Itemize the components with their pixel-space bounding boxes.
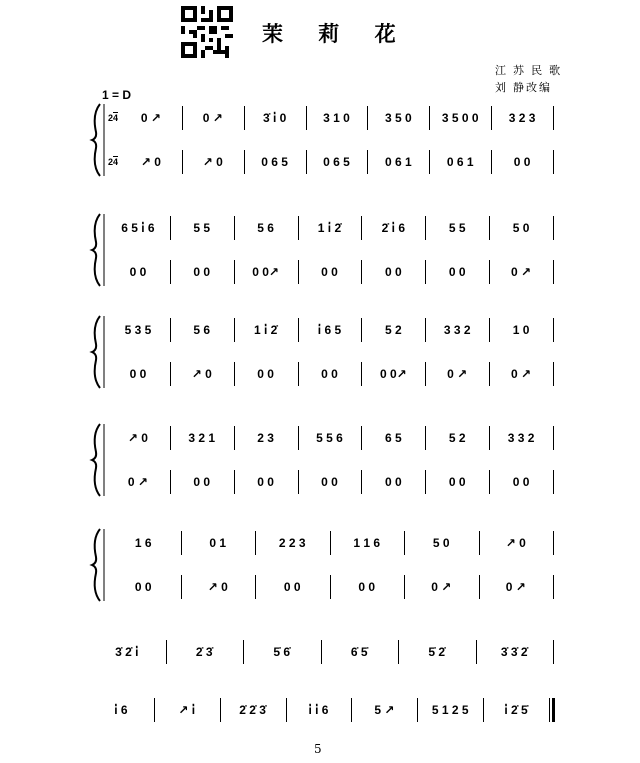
measure-notes: ↗ 0 <box>202 155 223 169</box>
barline <box>553 575 554 599</box>
measure <box>298 354 362 394</box>
measure <box>106 310 170 350</box>
barline <box>361 470 362 494</box>
key-signature: 1 = D <box>102 88 132 102</box>
barline <box>170 318 171 342</box>
measure <box>489 310 553 350</box>
barline <box>425 426 426 450</box>
measure-notes: 3 5 0 0 <box>441 111 479 125</box>
measure <box>106 208 170 248</box>
measure-notes: 0 0 <box>321 367 338 381</box>
measure <box>244 142 306 182</box>
measure-notes: 0 0 <box>134 580 152 594</box>
barline <box>553 426 554 450</box>
measure <box>361 208 425 248</box>
ts-top: 2 <box>107 156 113 167</box>
barline <box>298 470 299 494</box>
barline <box>489 260 490 284</box>
measure-notes: 0 ↗ <box>140 111 161 125</box>
measure <box>306 142 368 182</box>
measure <box>489 252 553 292</box>
measure <box>181 567 256 607</box>
barline <box>425 216 426 240</box>
measure-notes: i̇ 2̇ 5̇ <box>504 703 528 717</box>
measure-notes: 6 5 i̇ 6 <box>121 221 155 235</box>
measure <box>425 252 489 292</box>
measure <box>367 98 429 138</box>
barline <box>306 150 307 174</box>
measure-notes: ↗ 0 <box>140 155 161 169</box>
measure-notes: 3̇ i̇ 0 <box>262 111 287 125</box>
measure-notes: 2 3 <box>257 431 274 445</box>
measure <box>351 690 417 730</box>
measure-notes: 5 6 <box>193 323 211 337</box>
measure <box>425 354 489 394</box>
barline <box>553 106 554 130</box>
measure-notes: 3 2 1 <box>188 431 216 445</box>
barline <box>398 640 399 664</box>
measure <box>298 462 362 502</box>
measure-notes: 0 0 <box>129 265 147 279</box>
measure <box>255 567 330 607</box>
barline <box>220 698 221 722</box>
measure <box>489 354 553 394</box>
measure <box>234 310 298 350</box>
barline <box>553 260 554 284</box>
barline <box>255 575 256 599</box>
barline <box>298 426 299 450</box>
barline <box>553 531 554 555</box>
barline <box>170 362 171 386</box>
barline <box>361 318 362 342</box>
measure <box>255 523 330 563</box>
barline <box>425 362 426 386</box>
measure-notes: 0 0 <box>321 475 338 489</box>
barline <box>181 531 182 555</box>
measure <box>120 142 182 182</box>
barline <box>170 216 171 240</box>
barline <box>476 640 477 664</box>
barline <box>553 640 554 664</box>
barline <box>244 150 245 174</box>
barline <box>330 575 331 599</box>
measure-notes: 0 0 <box>257 475 274 489</box>
barline <box>417 698 418 722</box>
barline <box>549 698 550 722</box>
barline <box>298 318 299 342</box>
measure-notes: 1 i̇ 2̇ <box>317 221 342 235</box>
measure <box>330 523 405 563</box>
measure <box>106 523 181 563</box>
measure-notes: 0 ↗ <box>202 111 223 125</box>
measure <box>182 142 244 182</box>
barline <box>429 106 430 130</box>
barline <box>553 216 554 240</box>
barline <box>234 318 235 342</box>
measure <box>398 632 476 672</box>
measure <box>234 462 298 502</box>
measure <box>479 567 554 607</box>
measure <box>106 354 170 394</box>
measure-notes: ↗ 0 <box>505 536 526 550</box>
measure-notes: 5 ↗ <box>374 703 395 717</box>
measure-notes: 0 0 <box>257 367 274 381</box>
measure <box>88 690 154 730</box>
measure-notes: 5 6 <box>257 221 274 235</box>
barline <box>361 362 362 386</box>
measure-notes: 0 ↗ <box>127 475 148 489</box>
barline <box>489 362 490 386</box>
measure <box>181 523 256 563</box>
barline <box>479 531 480 555</box>
barline <box>553 318 554 342</box>
barline <box>489 470 490 494</box>
barline <box>298 260 299 284</box>
measure-notes: ↗ 0 <box>207 580 228 594</box>
barline <box>170 260 171 284</box>
measure <box>106 252 170 292</box>
qr-code <box>181 6 233 58</box>
barline <box>182 106 183 130</box>
measure <box>170 462 234 502</box>
barline <box>491 150 492 174</box>
page-title: 茉 莉 花 <box>262 21 410 46</box>
measure <box>106 462 170 502</box>
measure-notes: 6̇ 5̇ <box>350 645 368 659</box>
barline <box>489 426 490 450</box>
barline <box>166 640 167 664</box>
measure-notes: 0 ↗ <box>511 265 532 279</box>
measure <box>120 98 182 138</box>
measure-notes: 2̇ 3̇ <box>195 645 213 659</box>
measure <box>489 418 553 458</box>
measure-notes: ↗ 0 <box>127 431 148 445</box>
measure <box>425 208 489 248</box>
measure <box>234 252 298 292</box>
barline <box>367 106 368 130</box>
measure-notes: 1 1 6 <box>353 536 381 550</box>
measure <box>298 252 362 292</box>
barline <box>361 426 362 450</box>
measure-notes: 0 0 <box>448 475 466 489</box>
measure <box>489 462 553 502</box>
measure-notes: 0 6 5 <box>261 155 288 169</box>
barline <box>154 698 155 722</box>
barline <box>181 575 182 599</box>
barline <box>182 150 183 174</box>
barline <box>425 260 426 284</box>
barline <box>298 216 299 240</box>
measure <box>479 523 554 563</box>
measure <box>234 418 298 458</box>
measure <box>166 632 244 672</box>
measure-notes: 0 0↗ <box>252 265 279 279</box>
measure-notes: 5 5 6 <box>316 431 343 445</box>
measure-notes: 0 0 <box>385 265 402 279</box>
measure-notes: 3 5 0 <box>384 111 412 125</box>
measure-notes: 0 6 1 <box>446 155 474 169</box>
measure-notes: i̇ 6 5 <box>317 323 342 337</box>
measure-notes: 0 1 <box>209 536 227 550</box>
barline <box>553 470 554 494</box>
barline <box>552 698 555 722</box>
barline <box>243 640 244 664</box>
barline <box>425 470 426 494</box>
measure-notes: 1 0 <box>512 323 530 337</box>
measure-notes: 3̇ 3̇ 2̇ <box>500 645 528 659</box>
measure-notes: 6 5 <box>385 431 402 445</box>
measure-notes: 0 6 1 <box>384 155 412 169</box>
measure <box>234 208 298 248</box>
barline <box>361 260 362 284</box>
measure <box>361 418 425 458</box>
barline <box>404 531 405 555</box>
barline <box>234 362 235 386</box>
measure-notes: 5 5 <box>193 221 211 235</box>
ts-bottom: 4 <box>113 156 119 167</box>
measure <box>330 567 405 607</box>
barline <box>553 362 554 386</box>
measure <box>404 523 479 563</box>
barline <box>234 470 235 494</box>
barline <box>234 216 235 240</box>
measure-notes: 5 3 5 <box>124 323 152 337</box>
measure-notes: 0 0 <box>193 265 211 279</box>
ts-top: 2 <box>107 112 113 123</box>
measure-notes: 5 2 <box>385 323 402 337</box>
ts-bottom: 4 <box>113 112 119 123</box>
measure <box>361 354 425 394</box>
measure-notes: 0 0 <box>321 265 338 279</box>
barline <box>286 698 287 722</box>
measure <box>298 310 362 350</box>
barline <box>234 426 235 450</box>
time-signature <box>106 98 120 138</box>
credit-arranger: 刘 静改编 <box>495 82 553 94</box>
measure-notes: 5 5 <box>448 221 466 235</box>
measure-notes: 0 0 <box>283 580 301 594</box>
measure-notes: i̇ 6 <box>114 703 128 717</box>
measure <box>417 690 483 730</box>
barline <box>306 106 307 130</box>
measure <box>321 632 399 672</box>
measure-notes: 0 ↗ <box>431 580 452 594</box>
measure <box>182 98 244 138</box>
barline <box>298 362 299 386</box>
measure-notes: ↗ 0 <box>191 367 212 381</box>
measure-notes: 1 6 <box>134 536 152 550</box>
barline <box>491 106 492 130</box>
measure-notes: 0 0 <box>512 475 530 489</box>
barline <box>367 150 368 174</box>
measure <box>170 252 234 292</box>
barline <box>429 150 430 174</box>
measure-notes: 0 0↗ <box>379 367 407 381</box>
measure-notes: 5̇ 2̇ <box>428 645 446 659</box>
credit-origin: 江 苏 民 歌 <box>495 65 563 77</box>
measure-notes: 3 3 2 <box>443 323 471 337</box>
measure-notes: 2̇ i̇ 6 <box>381 221 406 235</box>
measure-notes: 2̇ 2̇ 3̇ <box>239 703 266 717</box>
measure <box>367 142 429 182</box>
barline <box>404 575 405 599</box>
measure-notes: 0 0 <box>385 475 402 489</box>
measure-notes: 3 3 2 <box>507 431 535 445</box>
measure <box>170 354 234 394</box>
measure <box>476 632 554 672</box>
barline <box>234 260 235 284</box>
measure-notes: 3̇ 2̇ i̇ <box>115 645 139 659</box>
measure <box>306 98 368 138</box>
measure <box>361 252 425 292</box>
measure-notes: 0 0 <box>448 265 466 279</box>
measure-notes: 0 0 <box>129 367 147 381</box>
measure-notes: 5 1 2 5 <box>431 703 469 717</box>
measure <box>106 567 181 607</box>
barline <box>170 426 171 450</box>
measure <box>286 690 352 730</box>
measure-notes: 0 0 <box>513 155 531 169</box>
barline <box>553 150 554 174</box>
measure-notes: 5 2 <box>448 431 466 445</box>
measure <box>483 690 549 730</box>
measure <box>298 208 362 248</box>
measure <box>361 462 425 502</box>
measure <box>220 690 286 730</box>
time-signature <box>106 142 120 182</box>
measure <box>298 418 362 458</box>
barline <box>170 470 171 494</box>
measure <box>491 98 553 138</box>
barline <box>255 531 256 555</box>
measure-notes: 0 ↗ <box>511 367 532 381</box>
measure-notes: 5 0 <box>432 536 450 550</box>
measure-notes: 1 i̇ 2̇ <box>253 323 278 337</box>
measure <box>106 418 170 458</box>
measure <box>170 310 234 350</box>
barline <box>361 216 362 240</box>
measure-notes: 3 1 0 <box>323 111 350 125</box>
measure-notes: 5 0 <box>512 221 530 235</box>
barline <box>244 106 245 130</box>
measure-notes: 0 ↗ <box>505 580 526 594</box>
measure <box>170 208 234 248</box>
barline <box>483 698 484 722</box>
measure-notes: ↗ i̇ <box>178 703 196 717</box>
measure <box>234 354 298 394</box>
measure-notes: 2 2 3 <box>278 536 306 550</box>
measure <box>489 208 553 248</box>
measure-notes: 0 ↗ <box>447 367 468 381</box>
measure <box>491 142 553 182</box>
measure <box>425 462 489 502</box>
barline <box>479 575 480 599</box>
barline <box>330 531 331 555</box>
measure-notes: 0 0 <box>358 580 376 594</box>
measure <box>425 418 489 458</box>
measure <box>154 690 220 730</box>
barline <box>351 698 352 722</box>
barline <box>425 318 426 342</box>
measure-notes: 3 2 3 <box>508 111 536 125</box>
measure <box>243 632 321 672</box>
barline <box>489 318 490 342</box>
measure-notes: 0 0 <box>193 475 211 489</box>
measure <box>425 310 489 350</box>
measure <box>170 418 234 458</box>
measure <box>88 632 166 672</box>
measure <box>404 567 479 607</box>
measure <box>244 98 306 138</box>
measure <box>429 142 491 182</box>
measure <box>429 98 491 138</box>
barline <box>489 216 490 240</box>
measure <box>361 310 425 350</box>
measure-notes: 5̇ 6̇ <box>273 645 291 659</box>
measure-notes: 0 6 5 <box>323 155 350 169</box>
measure-notes: i̇ i̇ 6 <box>308 703 329 717</box>
barline <box>321 640 322 664</box>
page-number: 5 <box>314 742 322 756</box>
